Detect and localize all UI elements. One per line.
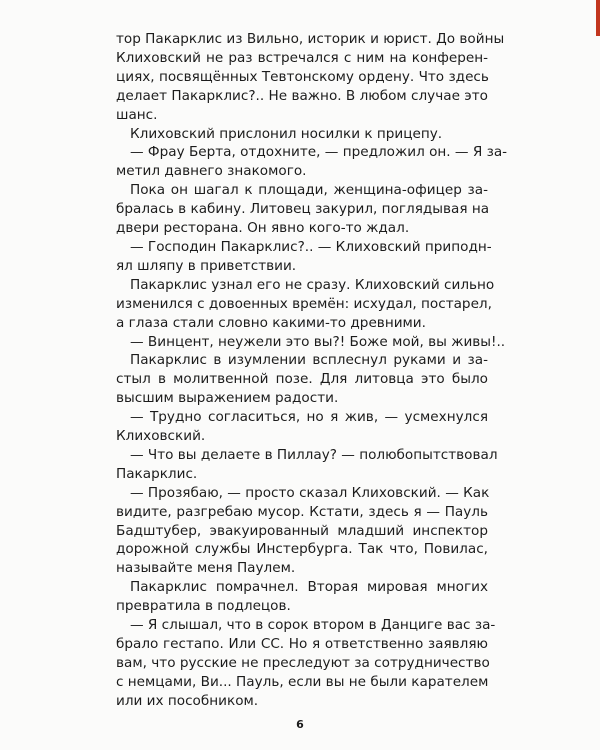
text-line: видите, разгребаю мусор. Кстати, здесь я — Пауль	[116, 503, 488, 520]
text-line: метил давнего знакомого.	[116, 163, 307, 180]
text-line: называйте меня Паулем.	[116, 560, 296, 577]
text-line: бралась в кабину. Литовец закурил, поглядывая на	[116, 201, 490, 218]
text-line: — Что вы делаете в Пиллау? — полюбопытствовал	[130, 446, 498, 463]
page-edge-mark	[596, 0, 600, 36]
text-line: высшим выражением радости.	[116, 390, 339, 407]
text-line: стыл в молитвенной позе. Для литовца это было	[116, 371, 488, 388]
text-line: — Господин Пакарклис?.. — Клиховский приподн-	[130, 238, 492, 255]
text-line: превратила в подлецов.	[116, 598, 291, 615]
text-line: — Я слышал, что в сорок втором в Данциге вас за-	[130, 617, 496, 634]
text-line: дорожной службы Инстербурга. Так что, Повилас,	[116, 541, 488, 558]
text-line: вам, что русские не преследуют за сотрудничество	[116, 654, 490, 671]
text-line: — Винцент, неужели это вы?! Боже мой, вы живы!..	[130, 333, 506, 350]
text-line: ял шляпу в приветствии.	[116, 257, 297, 274]
text-line: шанс.	[116, 106, 158, 123]
text-line: брало гестапо. Или СС. Но я ответственно заявляю	[116, 636, 488, 652]
text-line: Клиховский.	[116, 428, 206, 445]
page-number: 6	[296, 718, 304, 731]
text-line: — Фрау Берта, отдохните, — предложил он. — Я за-	[130, 144, 508, 161]
text-line: — Прозябаю, — просто сказал Клиховский. — Как	[130, 484, 490, 501]
text-line: Бадштубер, эвакуированный младший инспектор	[116, 522, 488, 539]
body-text	[116, 30, 508, 711]
text-line: или их пособником.	[116, 692, 259, 709]
text-line: Клиховский не раз встречался с ним на конферен-	[116, 49, 488, 66]
text-line: двери ресторана. Он явно кого-то ждал.	[116, 220, 410, 237]
text-line: — Трудно согласиться, но я жив, — усмехнулся	[130, 409, 488, 426]
text-line: изменился с довоенных времён: исхудал, постарел,	[116, 295, 492, 312]
text-line: Пока он шагал к площади, женщина-офицер за-	[130, 182, 488, 199]
text-line: с немцами, Ви... Пауль, если вы не были карателем	[116, 673, 489, 690]
text-line: делает Пакарклис?.. Не важно. В любом случае это	[116, 87, 488, 104]
text-line: Клиховский прислонил носилки к прицепу.	[130, 125, 443, 142]
text-line: Пакарклис в изумлении всплеснул руками и за-	[130, 352, 488, 369]
text-line: циях, посвящённых Тевтонскому ордену. Что здесь	[116, 68, 489, 85]
text-line: а глаза стали словно какими-то древними.	[116, 314, 426, 331]
text-line: Пакарклис узнал его не сразу. Клиховский сильно	[130, 276, 495, 293]
text-line: Пакарклис.	[116, 465, 198, 482]
text-line: Пакарклис помрачнел. Вторая мировая многих	[130, 579, 488, 596]
text-line: тор Пакарклис из Вильно, историк и юрист. До войны	[116, 31, 505, 47]
